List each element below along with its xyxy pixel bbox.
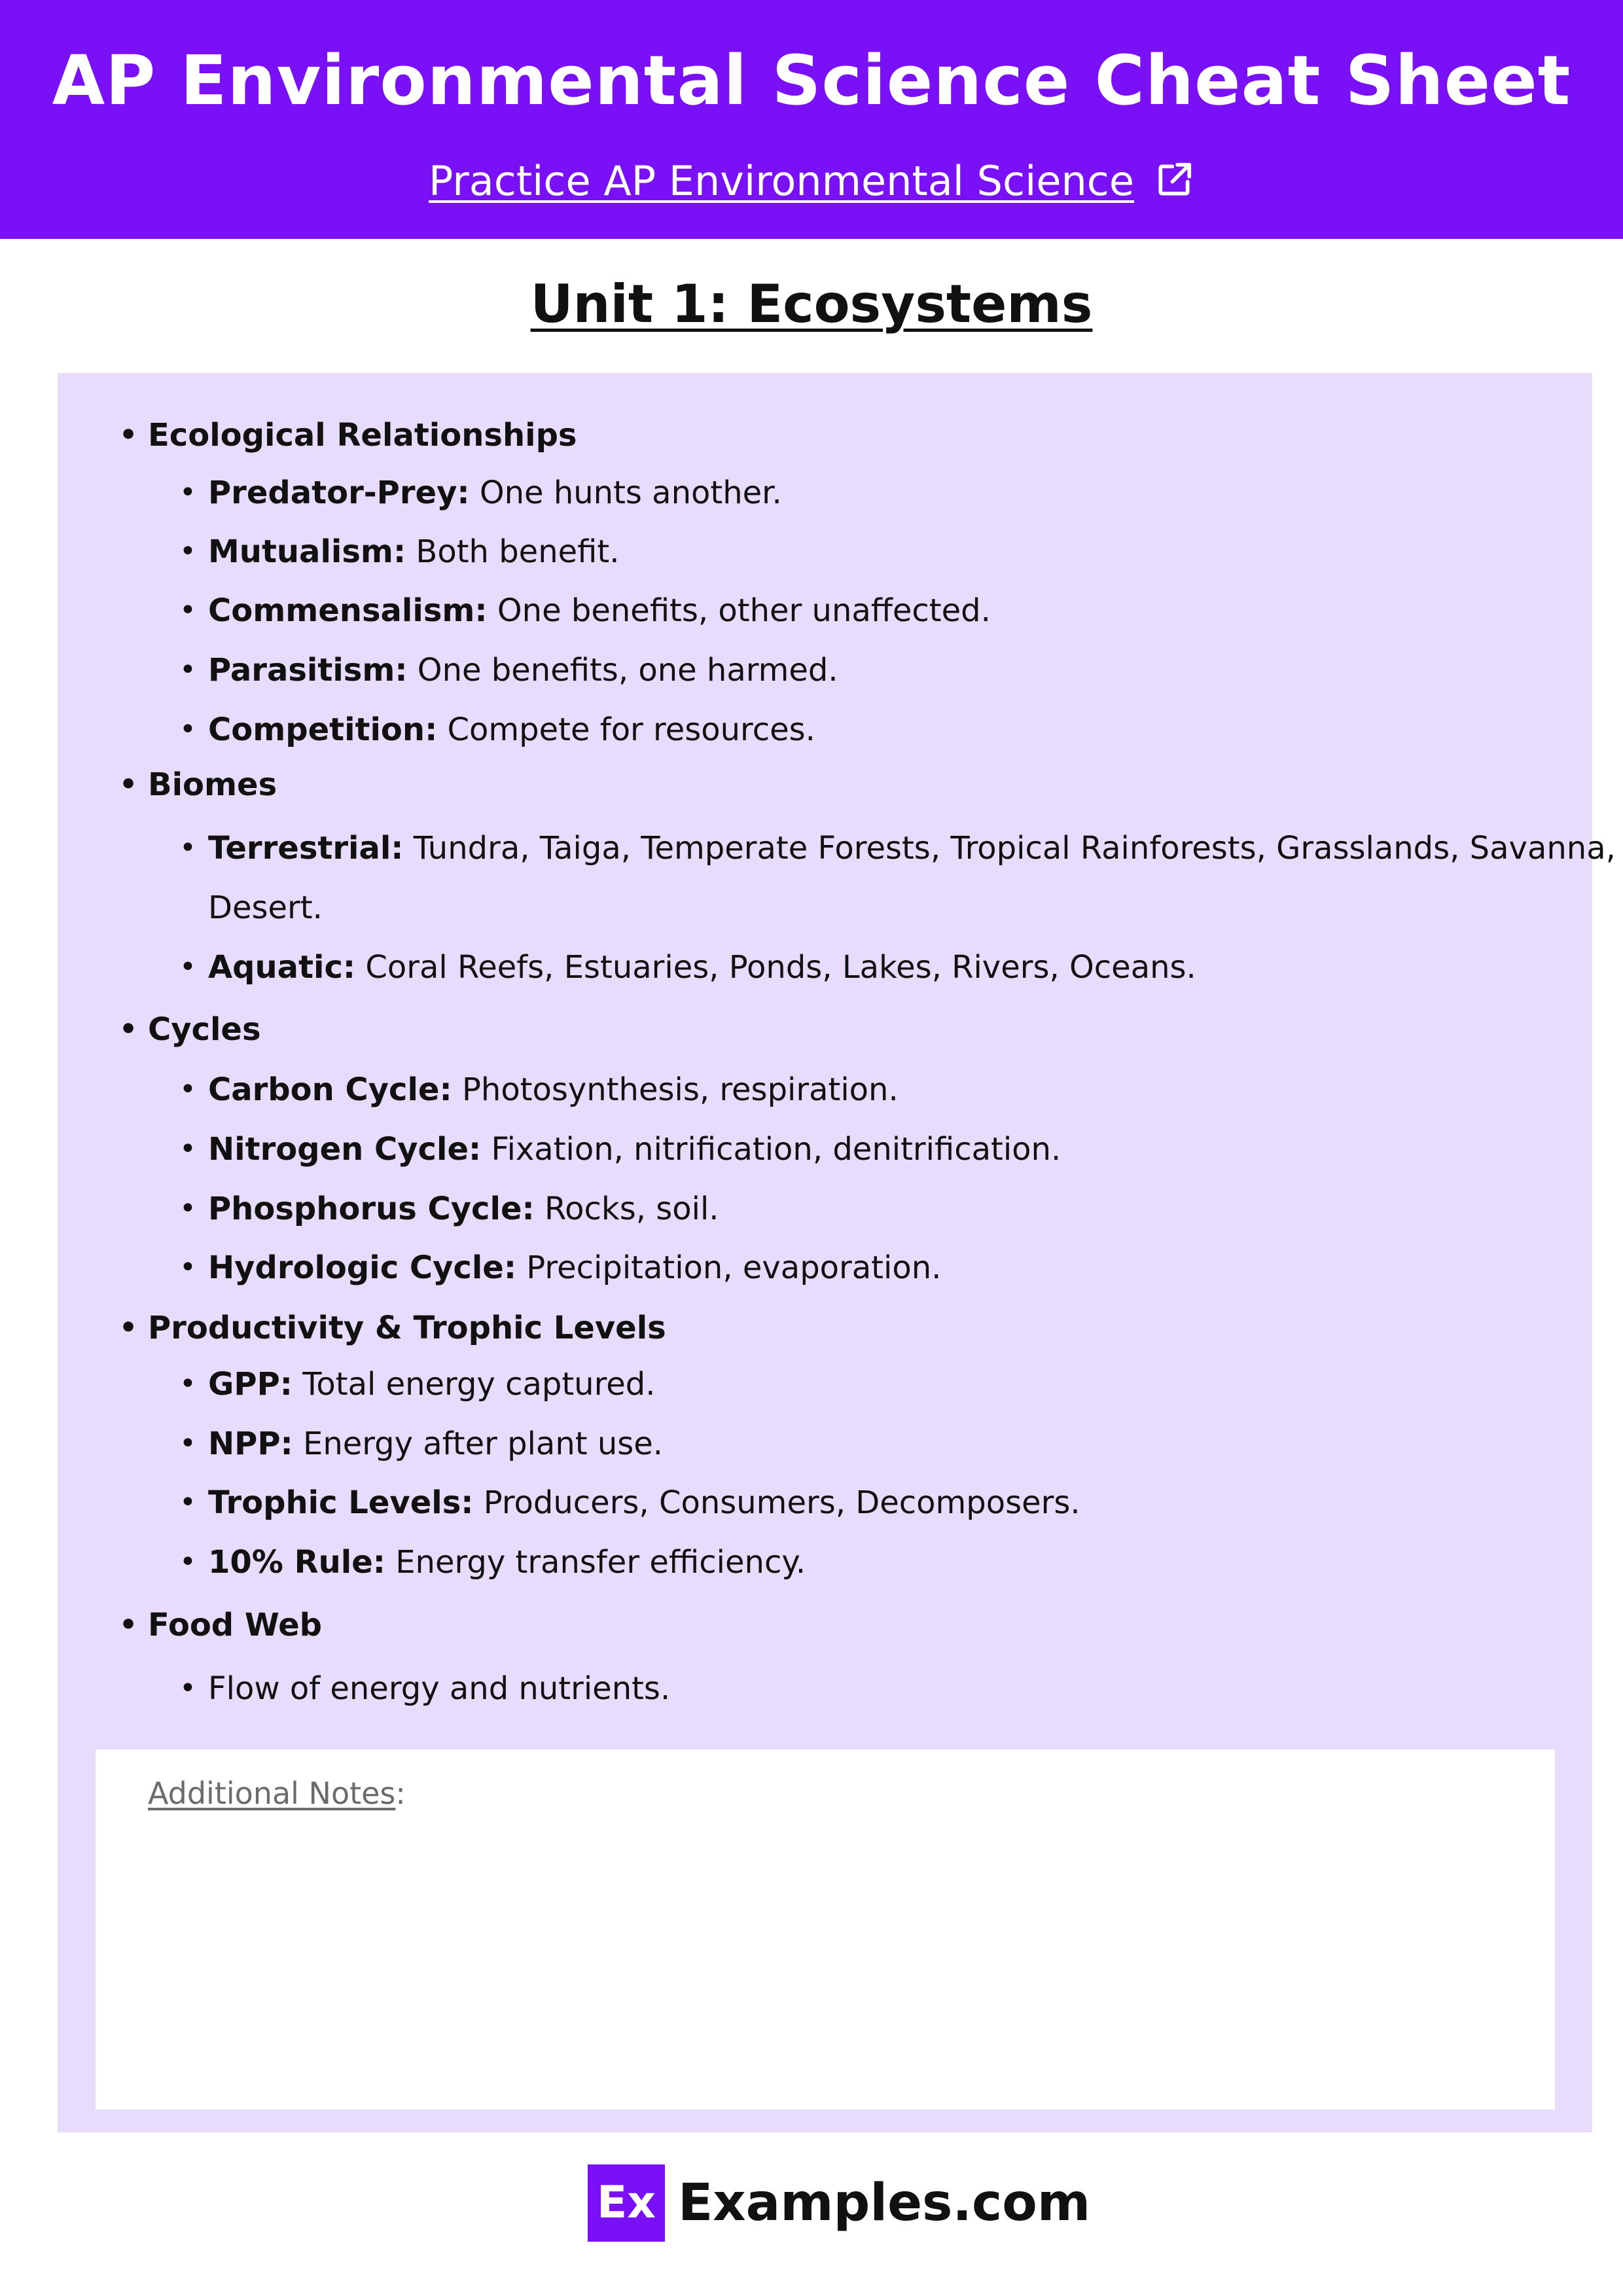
section-heading: • Ecological Relationships [148, 406, 577, 465]
bullet-icon: • [179, 1073, 196, 1106]
practice-link-row [0, 152, 1623, 211]
outline-list [58, 373, 1616, 1748]
additional-notes-label: Additional Notes: [148, 1776, 406, 1811]
list-item: • Nitrogen Cycle: Fixation, nitrification, denitrification. [208, 1120, 1061, 1179]
bullet-icon: • [119, 418, 138, 452]
examples-logo-icon[interactable]: Ex [588, 2164, 665, 2242]
list-item: • Commensalism: One benefits, other unaffected. [208, 581, 991, 640]
content-panel [58, 373, 1616, 2132]
bullet-icon: • [179, 594, 196, 627]
list-item: • GPP: Total energy captured. [208, 1355, 656, 1414]
bullet-icon: • [179, 1192, 196, 1225]
bullet-icon: • [179, 713, 196, 746]
bullet-icon: • [179, 831, 196, 865]
list-item: • Predator-Prey: One hunts another. [208, 463, 782, 522]
bullet-icon: • [179, 1132, 196, 1166]
list-item: • Flow of energy and nutrients. [208, 1659, 670, 1718]
bullet-icon: • [179, 476, 196, 509]
bullet-icon: • [179, 1672, 196, 1705]
list-item: • Parasitism: One benefits, one harmed. [208, 641, 838, 700]
bullet-icon: • [179, 950, 196, 984]
list-item: • Terrestrial: Tundra, Taiga, Temperate Forests, Tropical Rainforests, Grasslands, Savanna, [208, 819, 1616, 878]
list-item: • Carbon Cycle: Photosynthesis, respiration. [208, 1060, 899, 1119]
list-item: • Aquatic: Coral Reefs, Estuaries, Ponds, Lakes, Rivers, Oceans. [208, 938, 1196, 997]
list-item: • Mutualism: Both benefit. [208, 522, 619, 581]
footer [0, 2160, 1623, 2251]
list-item: • Competition: Compete for resources. [208, 700, 815, 759]
section-heading: • Cycles [148, 1000, 261, 1059]
bullet-icon: • [179, 1251, 196, 1284]
bullet-icon: • [119, 1013, 138, 1046]
bullet-icon: • [179, 1486, 196, 1519]
bullet-icon: • [179, 535, 196, 568]
list-item: • Phosphorus Cycle: Rocks, soil. [208, 1179, 719, 1238]
list-item: • Hydrologic Cycle: Precipitation, evaporation. [208, 1238, 941, 1297]
bullet-icon: • [179, 1545, 196, 1579]
header-banner [0, 0, 1623, 239]
bullet-icon: • [179, 1427, 196, 1460]
list-item: • Trophic Levels: Producers, Consumers, Decomposers. [208, 1473, 1080, 1532]
bullet-icon: • [179, 1367, 196, 1401]
bullet-icon: • [119, 768, 138, 801]
site-name[interactable]: Examples.com [678, 2174, 1091, 2233]
section-heading: • Food Web [148, 1596, 322, 1655]
section-heading: • Productivity & Trophic Levels [148, 1299, 666, 1357]
practice-link[interactable]: Practice AP Environmental Science [428, 157, 1134, 205]
list-item: • 10% Rule: Energy transfer efficiency. [208, 1533, 806, 1592]
list-item-continuation: Desert. [208, 889, 323, 926]
page-title: AP Environmental Science Cheat Sheet [52, 41, 1571, 120]
unit-title: Unit 1: Ecosystems [530, 274, 1093, 334]
list-item: • NPP: Energy after plant use. [208, 1414, 663, 1473]
bullet-icon: • [119, 1311, 138, 1344]
bullet-icon: • [179, 653, 196, 687]
external-link-icon[interactable] [1154, 160, 1194, 200]
bullet-icon: • [119, 1608, 138, 1641]
section-heading: • Biomes [148, 755, 277, 814]
